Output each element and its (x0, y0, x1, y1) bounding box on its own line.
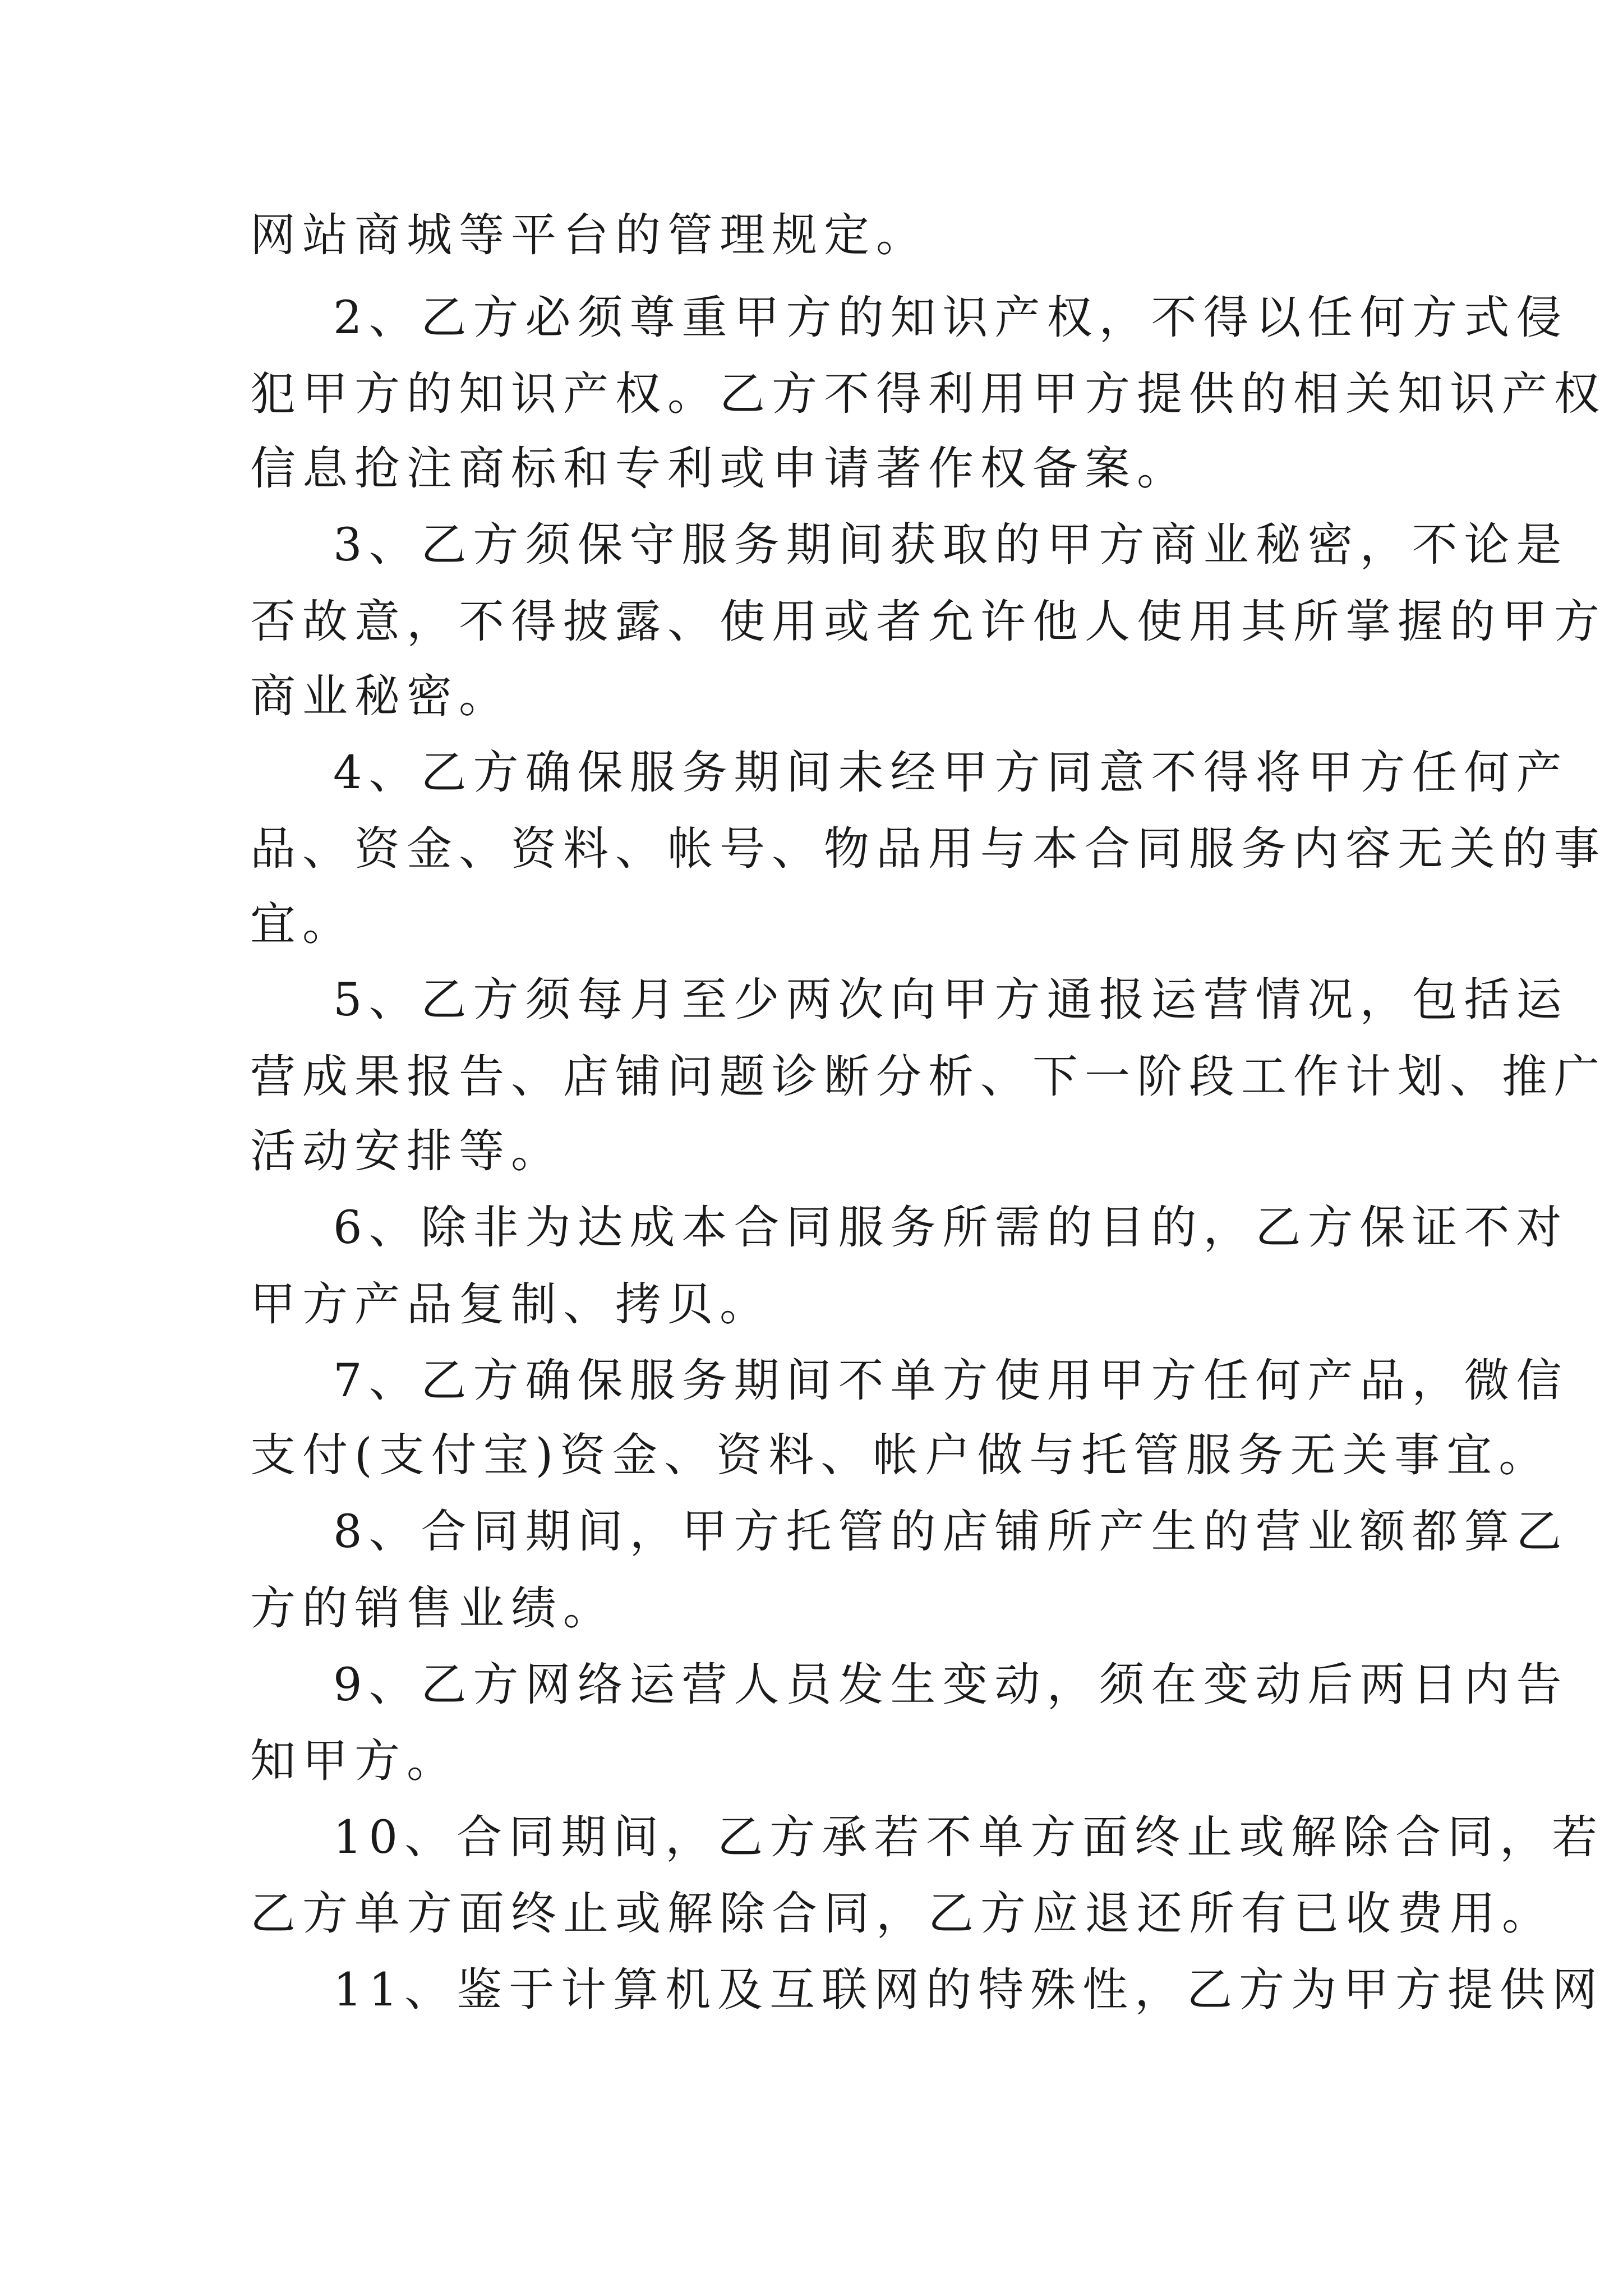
text-line: 支付(支付宝)资金、资料、帐户做与托管服务无关事宜。 (250, 1429, 1551, 1482)
clause-6-line: 6、除非为达成本合同服务所需的目的，乙方保证不对 (333, 1202, 1569, 1254)
text-line: 品、资金、资料、帐号、物品用与本合同服务内容无关的事 (250, 823, 1607, 876)
clause-9-line: 9、乙方网络运营人员发生变动，须在变动后两日内告 (333, 1659, 1569, 1711)
text-line: 网站商城等平台的管理规定。 (250, 209, 929, 262)
text-line: 宜。 (250, 898, 355, 951)
text-line: 甲方产品复制、拷贝。 (250, 1278, 772, 1331)
clause-2-line: 2、乙方必须尊重甲方的知识产权，不得以任何方式侵 (333, 292, 1569, 344)
text-line: 否故意，不得披露、使用或者允许他人使用其所掌握的甲方 (250, 596, 1607, 648)
text-line: 信息抢注商标和专利或申请著作权备案。 (250, 443, 1189, 495)
text-line: 方的销售业绩。 (250, 1582, 616, 1635)
clause-3-line: 3、乙方须保守服务期间获取的甲方商业秘密，不论是 (333, 519, 1569, 572)
text-line: 知甲方。 (250, 1735, 459, 1788)
text-line: 营成果报告、店铺问题诊断分析、下一阶段工作计划、推广 (250, 1051, 1607, 1103)
clause-7-line: 7、乙方确保服务期间不单方使用甲方任何产品，微信 (333, 1355, 1569, 1407)
clause-10-line: 10、合同期间，乙方承若不单方面终止或解除合同，若 (333, 1811, 1604, 1864)
clause-4-line: 4、乙方确保服务期间未经甲方同意不得将甲方任何产 (333, 747, 1569, 799)
clause-8-line: 8、合同期间，甲方托管的店铺所产生的营业额都算乙 (333, 1506, 1569, 1558)
text-line: 商业秘密。 (250, 670, 511, 723)
text-line: 乙方单方面终止或解除合同，乙方应退还所有已收费用。 (250, 1888, 1555, 1940)
text-line: 活动安排等。 (250, 1125, 564, 1178)
clause-11-line: 11、鉴于计算机及互联网的特殊性，乙方为甲方提供网 (333, 1964, 1604, 2017)
text-line: 犯甲方的知识产权。乙方不得利用甲方提供的相关知识产权 (250, 368, 1607, 421)
clause-5-line: 5、乙方须每月至少两次向甲方通报运营情况，包括运 (333, 974, 1569, 1027)
